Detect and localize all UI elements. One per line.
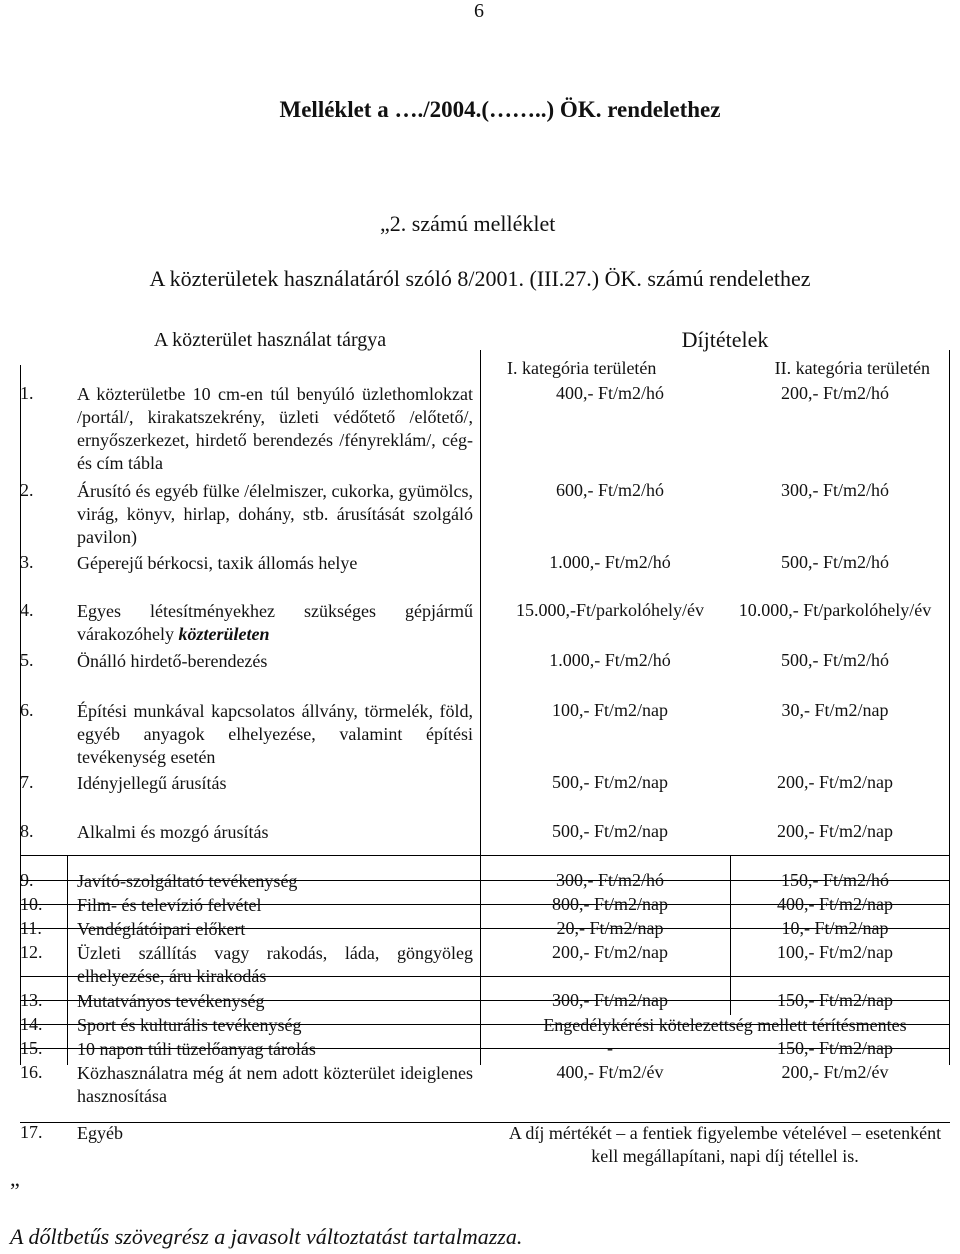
row-number: 6.	[20, 700, 34, 720]
row-number: 14.	[20, 1014, 43, 1034]
row-subject: Idényjellegű árusítás	[77, 773, 227, 793]
row-subject-italic: közterületen	[178, 624, 270, 644]
row-fee-cat1: 400,- Ft/m2/év	[556, 1062, 664, 1082]
row-subject: Önálló hirdető-berendezés	[77, 651, 268, 671]
row-fee-merged: Engedélykérési kötelezettség mellett térítésmentes	[543, 1015, 907, 1035]
row-number: 3.	[20, 552, 34, 572]
row-fee-cat2: 500,- Ft/m2/hó	[780, 650, 889, 670]
row-fee-cat1: 15.000,-Ft/parkolóhely/év	[516, 600, 704, 620]
row-fee-cat1: 300,- Ft/m2/hó	[555, 870, 664, 890]
row-fee-cat1: -	[607, 1038, 613, 1058]
row-divider	[20, 855, 950, 856]
row-fee-cat1: 300,- Ft/m2/nap	[552, 990, 668, 1010]
row-number: 8.	[20, 821, 34, 841]
row-fee-cat1: 1.000,- Ft/m2/hó	[549, 552, 671, 572]
row-number: 17.	[20, 1122, 43, 1142]
row-number: 9.	[20, 870, 34, 890]
row-fee-cat1: 1.000,- Ft/m2/hó	[549, 650, 671, 670]
annex-subtitle: „2. számú melléklet	[380, 211, 556, 236]
annex-title: Melléklet a …./2004.(……..) ÖK. rendelethez	[279, 97, 721, 122]
row-fee-cat2: 200,- Ft/m2/nap	[777, 821, 893, 841]
row-fee-cat2: 200,- Ft/m2/év	[781, 1062, 889, 1082]
row-fee-cat2: 200,- Ft/m2/nap	[777, 772, 893, 792]
row-fee-cat2: 10.000,- Ft/parkolóhely/év	[738, 600, 932, 620]
header-fees: Díjtételek	[681, 327, 769, 352]
row-fee-cat2: 30,- Ft/m2/nap	[781, 700, 889, 720]
row-number: 5.	[20, 650, 34, 670]
row-subject	[77, 600, 473, 646]
row-fee-cat1: 20,- Ft/m2/nap	[556, 918, 664, 938]
row-subject: Közhasználatra még át nem adott közterület ideiglenes hasznosítása	[77, 1063, 473, 1106]
row-number: 13.	[20, 990, 43, 1010]
row-fee-cat2: 150,- Ft/m2/nap	[777, 1038, 893, 1058]
header-category-2: II. kategória területén	[774, 358, 930, 378]
footnote: A dőltbetűs szövegrész a javasolt változtatást tartalmazza.	[10, 1224, 523, 1249]
row-number: 16.	[20, 1062, 43, 1082]
row-number: 15.	[20, 1038, 43, 1058]
header-category-1: I. kategória területén	[507, 358, 657, 378]
row-fee-cat2: 500,- Ft/m2/hó	[780, 552, 889, 572]
row-fee-cat1: 600,- Ft/m2/hó	[555, 480, 664, 500]
page-number: 6	[474, 0, 484, 22]
header-subject: A közterület használat tárgya	[153, 329, 387, 351]
row-fee-cat1: 800,- Ft/m2/nap	[552, 894, 668, 914]
row-subject: Javító-szolgáltató tevékenység	[77, 871, 298, 891]
row-subject: A közterületbe 10 cm-en túl benyúló üzlethomlokzat /portál/, kirakatszekrény, üzleti védőtető /előtető/, ernyőszerkezet, hirdető berendezés /fényreklám/, cég- és cím tábla	[77, 384, 473, 473]
row-subject: Üzleti szállítás vagy rakodás, láda, göngyöleg elhelyezése, áru kirakodás	[77, 943, 473, 986]
row-fee-cat1: 500,- Ft/m2/nap	[552, 772, 668, 792]
row-fee-cat2: 400,- Ft/m2/nap	[777, 894, 893, 914]
row-subject: Mutatványos tevékenység	[77, 991, 265, 1011]
row-subject-text: Egyes létesítményekhez szükséges gépjármű várakozóhely	[77, 601, 473, 644]
row-subject: Árusító és egyéb fülke /élelmiszer, cukorka, gyümölcs, virág, könyv, hirlap, dohány, stb. árusítását szolgáló pavilon)	[77, 481, 473, 547]
row-subject: Alkalmi és mozgó árusítás	[77, 822, 269, 842]
row-number: 4.	[20, 600, 34, 620]
row-fee-cat1: 200,- Ft/m2/nap	[552, 942, 668, 962]
row-subject: Géperejű bérkocsi, taxik állomás helye	[77, 553, 358, 573]
row-subject: 10 napon túli tüzelőanyag tárolás	[77, 1039, 316, 1059]
row-fee-cat1: 100,- Ft/m2/nap	[552, 700, 668, 720]
row-subject: Egyéb	[77, 1123, 123, 1143]
row-fee-cat2: 10,- Ft/m2/nap	[781, 918, 889, 938]
row-number: 10.	[20, 894, 43, 914]
row-subject: Építési munkával kapcsolatos állvány, törmelék, föld, egyéb anyagok elhelyezése, valamint építési tevékenység esetén	[77, 701, 473, 767]
row-number: 1.	[20, 383, 34, 403]
row-number: 2.	[20, 480, 34, 500]
row-number: 7.	[20, 772, 34, 792]
row-fee-cat2: 150,- Ft/m2/nap	[777, 990, 893, 1010]
row-fee-cat2: 150,- Ft/m2/hó	[780, 870, 889, 890]
row-subject: Sport és kulturális tevékenység	[77, 1015, 302, 1035]
row-fee-cat2: 200,- Ft/m2/hó	[780, 383, 889, 403]
row-fee-cat1: 400,- Ft/m2/hó	[555, 383, 664, 403]
closing-quote: ”	[10, 1178, 20, 1203]
row-fee-cat2: 100,- Ft/m2/nap	[777, 942, 893, 962]
table-subject-divider	[480, 350, 481, 1065]
table-num-divider	[67, 855, 68, 1065]
row-number: 11.	[20, 918, 42, 938]
regulation-reference: A közterületek használatáról szóló 8/2001. (III.27.) ÖK. számú rendelethez	[149, 266, 811, 291]
row-fee-cat1: 500,- Ft/m2/nap	[552, 821, 668, 841]
row-subject: Film- és televízió felvétel	[77, 895, 262, 915]
row-fee-merged: A díj mértékét – a fentiek figyelembe vételével – esetenként kell megállapítani, napi díj tétellel is.	[508, 1123, 942, 1166]
row-number: 12.	[20, 942, 43, 962]
row-subject: Vendéglátóipari előkert	[77, 919, 246, 939]
row-fee-cat2: 300,- Ft/m2/hó	[780, 480, 889, 500]
